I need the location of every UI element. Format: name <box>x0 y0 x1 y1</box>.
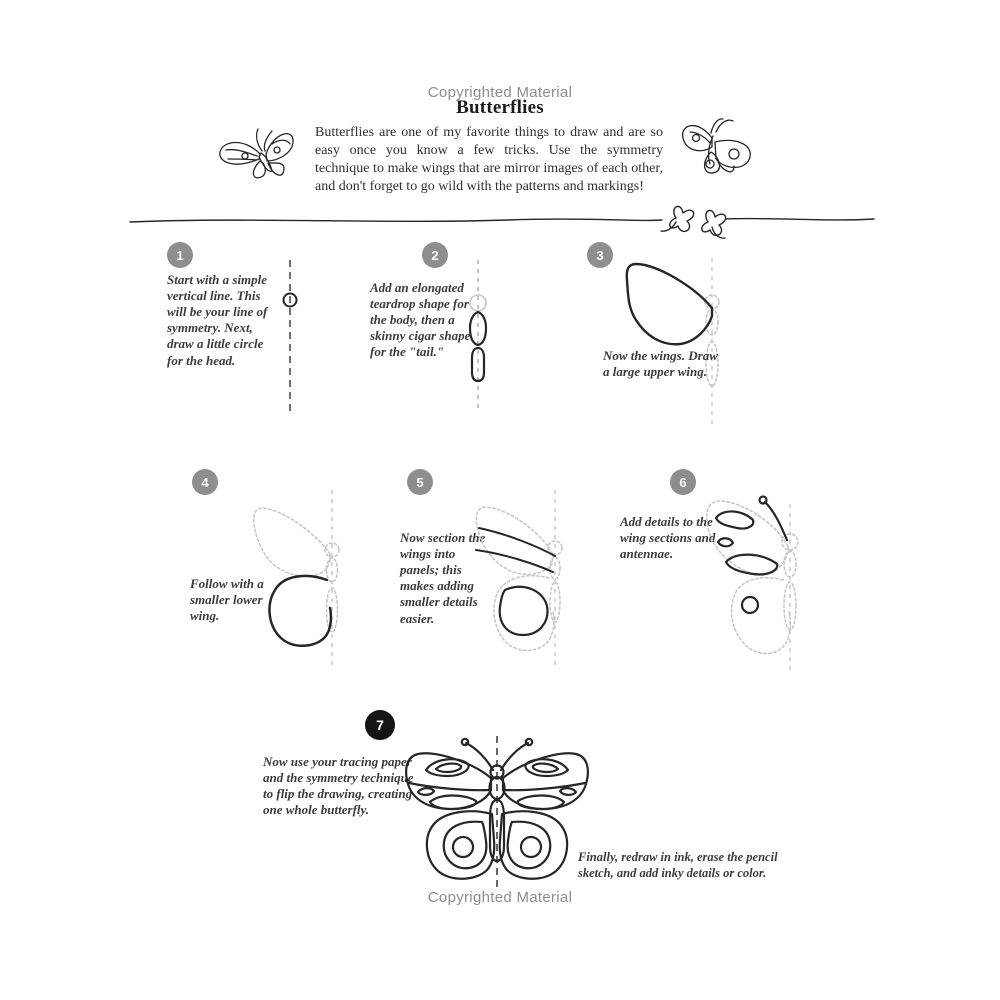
copyright-bottom: Copyrighted Material <box>427 889 573 906</box>
step-1-figure <box>270 256 310 416</box>
step-2-number: 2 <box>431 247 439 263</box>
step-3-number: 3 <box>596 247 604 263</box>
wing-panel-top <box>716 511 753 528</box>
step-7-badge <box>365 710 395 740</box>
lower-wing-ink <box>269 576 330 646</box>
step-7-number: 7 <box>376 717 384 733</box>
step-3-text: Now the wings. Draw a large upper wing. <box>603 348 718 380</box>
step-4-badge <box>192 469 218 495</box>
intro-text: Butterflies are one of my favorite things to draw and are so easy once you know a few tricks. Use the symmetry technique to make wings that are mirror images of each other, and don't forget to go wild with the patterns and markings! <box>315 125 663 194</box>
step-1-text: Start with a simple vertical line. This will be your line of symmetry. Next, draw a little circle for the head. <box>167 272 268 368</box>
step-7-figure <box>398 728 598 896</box>
step-6-number: 6 <box>679 474 687 490</box>
step-5-badge <box>407 469 433 495</box>
step-4-number: 4 <box>201 474 209 490</box>
step-6-figure <box>693 486 818 676</box>
step-6-text: Add details to the wing sections and antennae. <box>620 514 716 562</box>
butterfly-doodle-right-icon <box>676 110 761 185</box>
panel-line-2 <box>476 550 553 572</box>
step-1-badge <box>167 242 193 268</box>
copyright-top: Copyrighted Material <box>427 84 573 101</box>
step-7-text: Now use your tracing paper and the symmetry technique to flip the drawing, creating one whole butterfly. <box>263 754 414 818</box>
final-note: Finally, redraw in ink, erase the pencil sketch, and add inky details or color. <box>578 850 778 880</box>
divider-rule <box>128 196 876 244</box>
step-5-number: 5 <box>416 474 424 490</box>
butterfly-doodle-left-icon <box>215 120 300 182</box>
step-2-figure <box>455 258 501 410</box>
step-3-figure <box>598 256 728 431</box>
antenna-knob <box>760 497 767 504</box>
step-1-number: 1 <box>176 247 184 263</box>
step-2-badge <box>422 242 448 268</box>
step-5-figure <box>455 488 570 673</box>
wing-panel-small <box>718 538 733 546</box>
step-4-text: Follow with a smaller lower wing. <box>190 576 264 624</box>
lower-wing-circle <box>742 597 758 613</box>
antenna-ink <box>765 502 787 540</box>
upper-wing-ink <box>627 264 712 344</box>
step-4-figure <box>235 488 350 673</box>
step-5-text: Now section the wings into panels; this makes adding smaller details easier. <box>400 530 486 626</box>
flower-doodle-icon <box>661 206 726 238</box>
page-title: Butterflies <box>456 97 544 118</box>
step-2-text: Add an elongated teardrop shape for the body, then a skinny cigar shape for the "tail." <box>370 280 471 360</box>
lower-panel-teardrop <box>500 587 548 635</box>
